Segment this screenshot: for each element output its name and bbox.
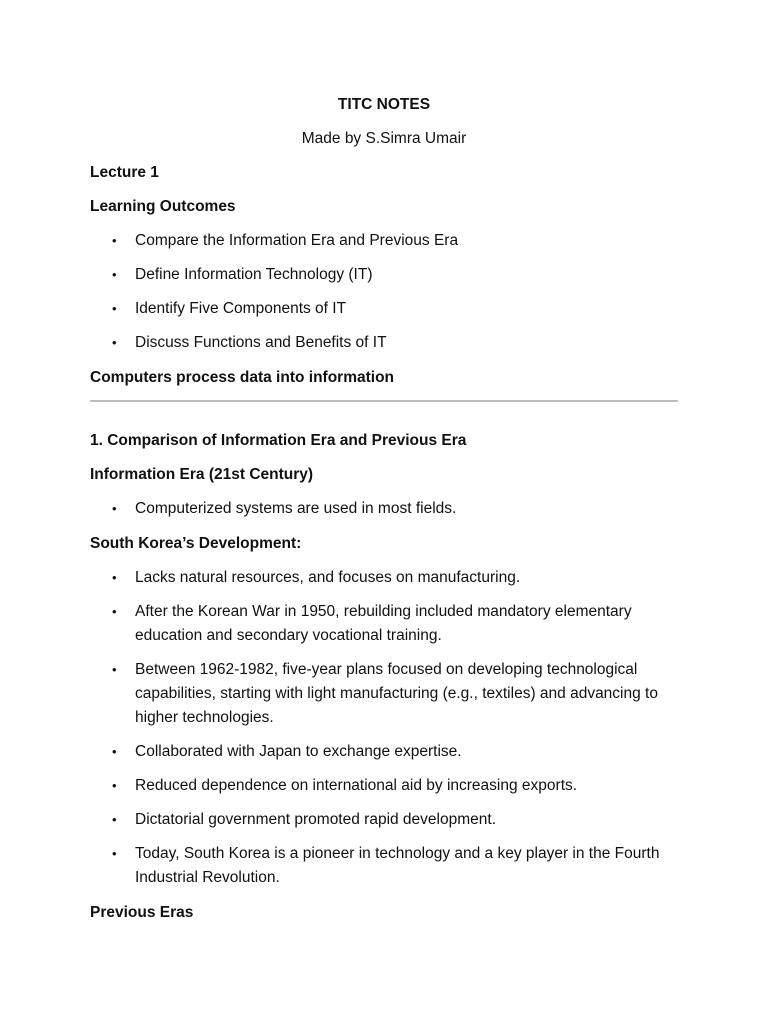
list-item-text: Between 1962-1982, five-year plans focused on developing technological capabilities, starting with light manufacturing (e.g., textiles) and advancing to higher technologies. (135, 661, 658, 726)
previous-eras-heading: Previous Eras (90, 904, 194, 921)
list-item-text: Define Information Technology (IT) (135, 266, 373, 283)
bullet-icon: • (112, 335, 117, 350)
bullet-icon: • (112, 846, 117, 861)
list-item-text: Compare the Information Era and Previous Era (135, 232, 459, 249)
list-item-text: Lacks natural resources, and focuses on manufacturing. (135, 569, 521, 586)
list-item-text: Collaborated with Japan to exchange expertise. (135, 743, 462, 760)
bullet-icon: • (112, 570, 117, 585)
bullet-icon: • (112, 501, 117, 516)
list-item-text: Dictatorial government promoted rapid development. (135, 811, 496, 828)
lecture-heading: Lecture 1 (90, 164, 159, 181)
learning-outcomes-heading: Learning Outcomes (90, 198, 236, 215)
bullet-icon: • (112, 744, 117, 759)
bullet-icon: • (112, 604, 117, 619)
bullet-icon: • (112, 662, 117, 677)
bullet-icon: • (112, 301, 117, 316)
list-item-text: Discuss Functions and Benefits of IT (135, 334, 387, 351)
list-item-text: Computerized systems are used in most fields. (135, 500, 457, 517)
bullet-icon: • (112, 812, 117, 827)
horizontal-divider (90, 400, 678, 402)
author-line: Made by S.Simra Umair (301, 130, 467, 147)
bullet-icon: • (112, 267, 117, 282)
bullet-icon: • (112, 233, 117, 248)
list-item-text: Reduced dependence on international aid by increasing exports. (135, 777, 578, 794)
key-statement: Computers process data into information (90, 369, 395, 386)
section-heading: 1. Comparison of Information Era and Previous Era (90, 432, 467, 449)
document-title: TITC NOTES (337, 96, 431, 113)
list-item-text: Identify Five Components of IT (135, 300, 347, 317)
bullet-icon: • (112, 778, 117, 793)
info-era-heading: Information Era (21st Century) (90, 466, 314, 483)
list-item-text: After the Korean War in 1950, rebuilding included mandatory elementary education and secondary vocational training. (135, 603, 632, 644)
list-item-text: Today, South Korea is a pioneer in technology and a key player in the Fourth Industrial Revolution. (135, 845, 660, 886)
south-korea-heading: South Korea’s Development: (90, 535, 302, 552)
